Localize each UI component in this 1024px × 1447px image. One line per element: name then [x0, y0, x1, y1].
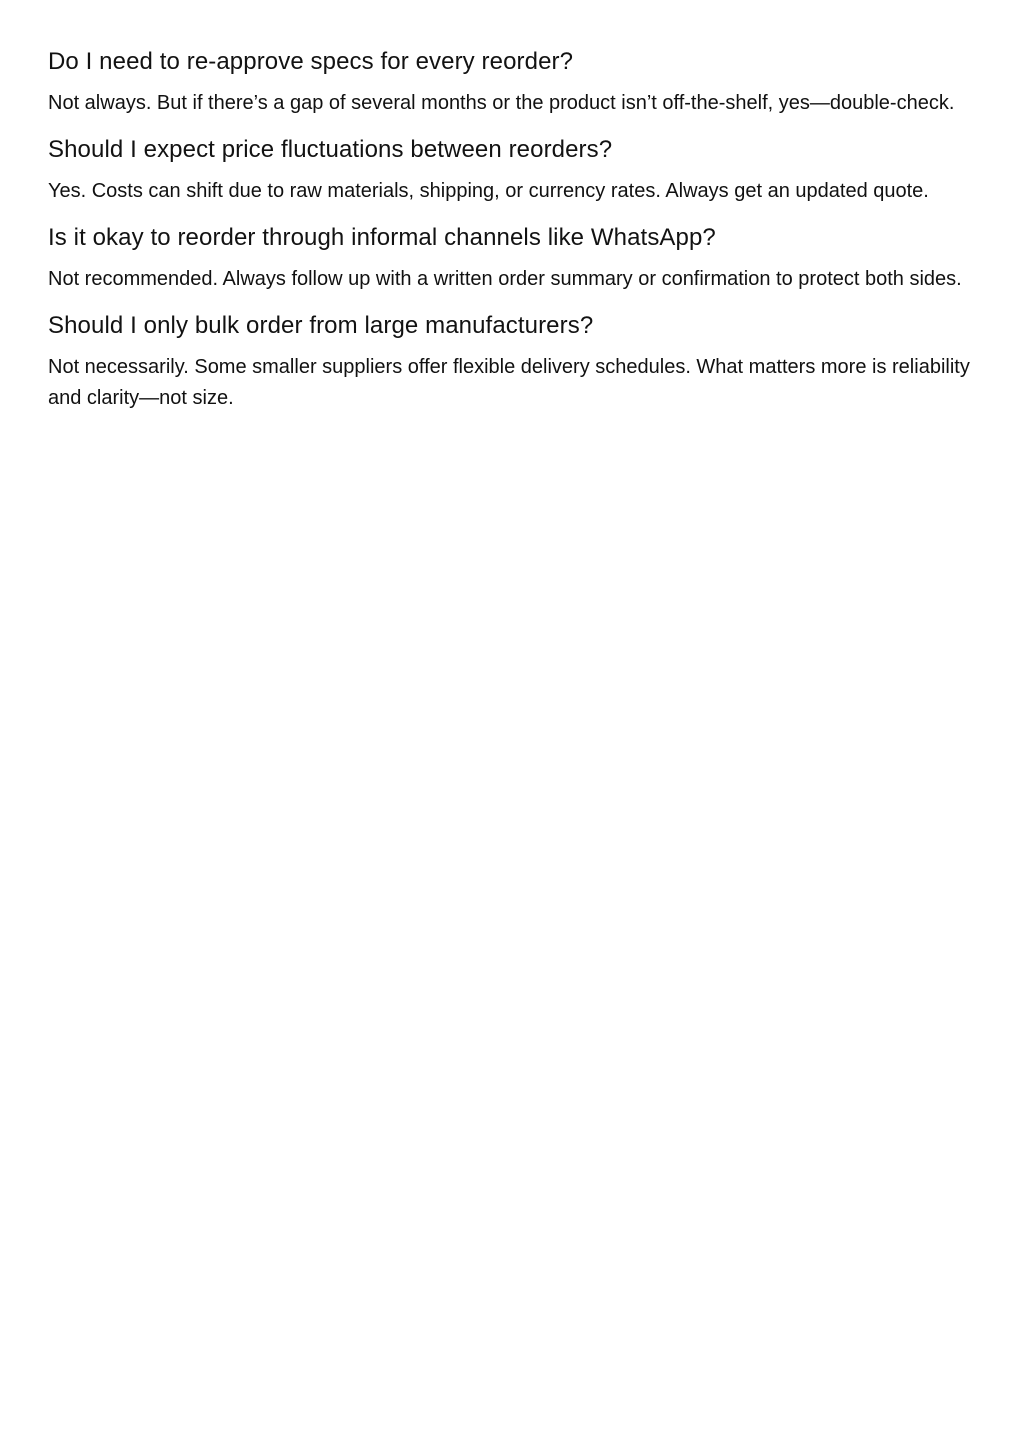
faq-question: Should I only bulk order from large manufacturers?	[48, 312, 594, 339]
faq-item	[48, 132, 983, 207]
faq-answer: Yes. Costs can shift due to raw materials, shipping, or currency rates. Always get an updated quote.	[48, 180, 929, 202]
faq-question: Is it okay to reorder through informal channels like WhatsApp?	[48, 224, 716, 251]
faq-question: Do I need to re-approve specs for every reorder?	[48, 48, 574, 75]
faq-question: Should I expect price fluctuations between reorders?	[48, 136, 613, 163]
faq-answer: Not always. But if there’s a gap of several months or the product isn’t off-the-shelf, yes—double-check.	[48, 92, 955, 114]
faq-item	[48, 44, 983, 119]
faq-answer: Not recommended. Always follow up with a written order summary or confirmation to protect both sides.	[48, 268, 962, 290]
faq-answer: Not necessarily. Some smaller suppliers offer flexible delivery schedules. What matters more is reliability and clarity—not size.	[48, 356, 970, 409]
faq-section	[48, 44, 983, 427]
faq-item	[48, 220, 983, 295]
faq-item	[48, 308, 983, 414]
